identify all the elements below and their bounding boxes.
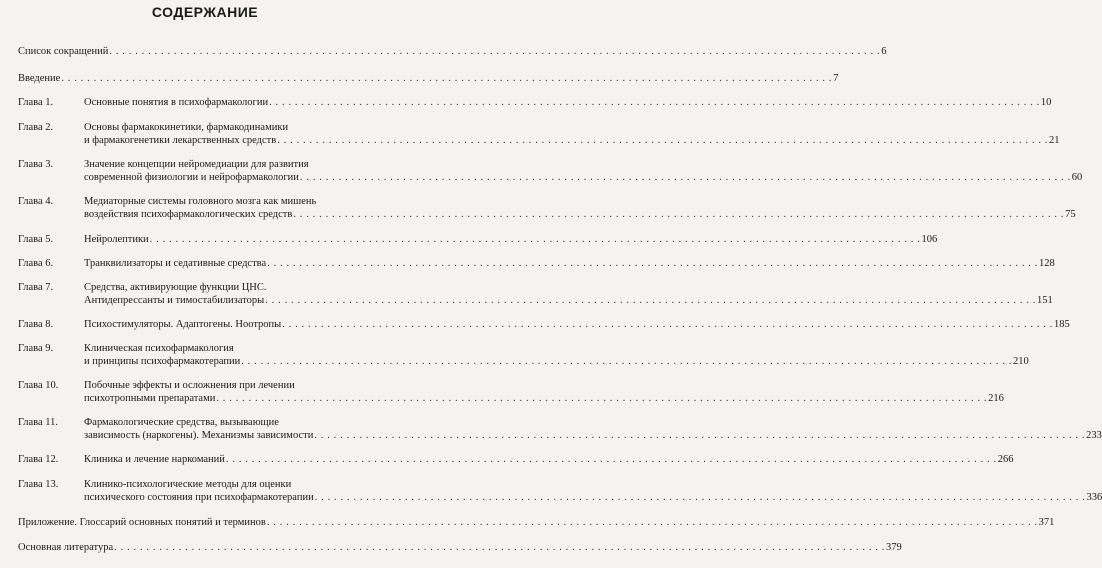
toc-chapter-number: Глава 1.: [18, 97, 54, 108]
toc-chapter-number: Глава 3.: [18, 159, 54, 170]
toc-title-line: и фармакогенетики лекарственных средств: [84, 135, 277, 146]
toc-chapter-number: Глава 11.: [18, 417, 59, 428]
toc-entry-title: [84, 318, 1070, 331]
toc-chapter-number: Глава 6.: [18, 258, 54, 269]
toc-entry-title: [84, 158, 1083, 184]
toc-page-number: 60: [1071, 172, 1083, 183]
toc-title-line: Приложение. Глоссарий основных понятий и терминов: [18, 517, 266, 528]
toc-entry-title: [18, 72, 839, 85]
toc-entry: [18, 516, 1055, 529]
toc-page-number: 10: [1040, 97, 1052, 108]
toc-entry: [18, 96, 1052, 109]
toc-entry: [18, 158, 1083, 184]
toc-title-line: Фармакологические средства, вызывающие: [84, 417, 279, 428]
toc-entry: [18, 45, 887, 58]
toc-entry-title: [84, 379, 1004, 405]
toc-page-number: 379: [885, 542, 902, 553]
toc-title-line: современной физиологии и нейрофармакологии: [84, 172, 299, 183]
toc-entry-title: [84, 195, 1076, 221]
toc-entry: [18, 416, 1102, 442]
toc-chapter-number: Глава 7.: [18, 282, 54, 293]
toc-chapter-number: Глава 10.: [18, 380, 59, 391]
toc-entry-title: [18, 45, 887, 58]
toc-entry: [18, 541, 902, 554]
toc-entry-title: [84, 121, 1060, 147]
toc-entry: [18, 195, 1076, 221]
dot-leader: . . . . . . . . . . . . . . . . . . . . . . . . . . . . . . . . . . . . . . . . . . . . . . . . . . . . . . . . . . . . . . . . . . . . . . . . . . . . . . . . . . . . . . . . . . . . . . . . . . . . . . . . . . . . . . . . . . . . . . . .: [277, 135, 1049, 146]
toc-page-number: 128: [1038, 258, 1055, 269]
toc-page-number: 210: [1013, 356, 1029, 367]
toc-title-line: Медиаторные системы головного мозга как мишень: [84, 196, 317, 207]
toc-page-number: 371: [1038, 517, 1055, 528]
toc-page-number: 233: [1086, 430, 1102, 441]
toc-title-line: Основная литература: [18, 542, 114, 553]
toc-title-line: Побочные эффекты и осложнения при лечении: [84, 380, 295, 391]
dot-leader: . . . . . . . . . . . . . . . . . . . . . . . . . . . . . . . . . . . . . . . . . . . . . . . . . . . . . . . . . . . . . . . . . . . . . . . . . . . . . . . . . . . . . . . . . . . . . . . . . . . . . . . . . . . . . . . . . . . . . . . .: [299, 172, 1071, 183]
toc-chapter-number: Глава 12.: [18, 454, 59, 465]
toc-page-number: 75: [1065, 209, 1076, 220]
toc-page-number: 266: [997, 454, 1014, 465]
toc-entry-title: [84, 96, 1052, 109]
toc-entry: [18, 379, 1004, 405]
toc-page-number: 7: [833, 73, 839, 84]
toc-title: СОДЕРЖАНИЕ: [151, 4, 259, 20]
toc-entry-title: [18, 516, 1055, 529]
toc-page-number: 185: [1053, 319, 1070, 330]
dot-leader: . . . . . . . . . . . . . . . . . . . . . . . . . . . . . . . . . . . . . . . . . . . . . . . . . . . . . . . . . . . . . . . . . . . . . . . . . . . . . . . . . . . . . . . . . . . . . . . . . . . . . . . . . . . . . . . . . . . . . . . .: [265, 295, 1036, 306]
dot-leader: . . . . . . . . . . . . . . . . . . . . . . . . . . . . . . . . . . . . . . . . . . . . . . . . . . . . . . . . . . . . . . . . . . . . . . . . . . . . . . . . . . . . . . . . . . . . . . . . . . . . . . . . . . . . . . . . . . . . . . . .: [266, 517, 1038, 528]
toc-page-number: 336: [1086, 492, 1102, 503]
dot-leader: . . . . . . . . . . . . . . . . . . . . . . . . . . . . . . . . . . . . . . . . . . . . . . . . . . . . . . . . . . . . . . . . . . . . . . . . . . . . . . . . . . . . . . . . . . . . . . . . . . . . . . . . . . . . . . . . . . . . . . . .: [149, 234, 921, 245]
dot-leader: . . . . . . . . . . . . . . . . . . . . . . . . . . . . . . . . . . . . . . . . . . . . . . . . . . . . . . . . . . . . . . . . . . . . . . . . . . . . . . . . . . . . . . . . . . . . . . . . . . . . . . . . . . . . . . . . . . . . . . . .: [216, 393, 988, 404]
dot-leader: . . . . . . . . . . . . . . . . . . . . . . . . . . . . . . . . . . . . . . . . . . . . . . . . . . . . . . . . . . . . . . . . . . . . . . . . . . . . . . . . . . . . . . . . . . . . . . . . . . . . . . . . . . . . . . . . . . . . . . . .: [225, 454, 997, 465]
toc-entry: [18, 121, 1060, 147]
toc-page-number: 106: [921, 234, 938, 245]
toc-entry-title: [84, 478, 1102, 504]
toc-chapter-number: Глава 8.: [18, 319, 54, 330]
dot-leader: . . . . . . . . . . . . . . . . . . . . . . . . . . . . . . . . . . . . . . . . . . . . . . . . . . . . . . . . . . . . . . . . . . . . . . . . . . . . . . . . . . . . . . . . . . . . . . . . . . . . . . . . . . . . . . . . . . . . . . . .: [293, 209, 1065, 220]
toc-chapter-number: Глава 9.: [18, 343, 54, 354]
toc-title-line: психического состояния при психофармакотерапии: [84, 492, 314, 503]
toc-title-line: психотропными препаратами: [84, 393, 216, 404]
toc-title-line: Клиника и лечение наркоманий: [84, 454, 225, 465]
toc-page-number: 216: [988, 393, 1004, 404]
toc-page-number: 6: [881, 46, 887, 57]
toc-chapter-number: Глава 2.: [18, 122, 54, 133]
dot-leader: . . . . . . . . . . . . . . . . . . . . . . . . . . . . . . . . . . . . . . . . . . . . . . . . . . . . . . . . . . . . . . . . . . . . . . . . . . . . . . . . . . . . . . . . . . . . . . . . . . . . . . . . . . . . . . . . . . . . . . . .: [109, 46, 881, 57]
dot-leader: . . . . . . . . . . . . . . . . . . . . . . . . . . . . . . . . . . . . . . . . . . . . . . . . . . . . . . . . . . . . . . . . . . . . . . . . . . . . . . . . . . . . . . . . . . . . . . . . . . . . . . . . . . . . . . . . . . . . . . . .: [314, 492, 1086, 503]
toc-entry: [18, 453, 1014, 466]
toc-entry-title: [84, 416, 1102, 442]
toc-entry-title: [84, 342, 1029, 368]
toc-title-line: Основные понятия в психофармакологии: [84, 97, 269, 108]
toc-entry: [18, 318, 1070, 331]
toc-title-line: Список сокращений: [18, 46, 109, 57]
toc-title-line: Психостимуляторы. Адаптогены. Ноотропы: [84, 319, 282, 330]
toc-page-number: 151: [1037, 295, 1053, 306]
toc-entry-title: [84, 281, 1053, 307]
toc-title-line: Нейролептики: [84, 234, 149, 245]
toc-title-line: Антидепрессанты и тимостабилизаторы: [84, 295, 265, 306]
toc-entry: [18, 257, 1055, 270]
toc-chapter-number: Глава 5.: [18, 234, 54, 245]
toc-entry: [18, 281, 1053, 307]
dot-leader: . . . . . . . . . . . . . . . . . . . . . . . . . . . . . . . . . . . . . . . . . . . . . . . . . . . . . . . . . . . . . . . . . . . . . . . . . . . . . . . . . . . . . . . . . . . . . . . . . . . . . . . . . . . . . . . . . . . . . . . .: [114, 542, 885, 553]
toc-entry: [18, 72, 839, 85]
dot-leader: . . . . . . . . . . . . . . . . . . . . . . . . . . . . . . . . . . . . . . . . . . . . . . . . . . . . . . . . . . . . . . . . . . . . . . . . . . . . . . . . . . . . . . . . . . . . . . . . . . . . . . . . . . . . . . . . . . . . . . . .: [267, 258, 1038, 269]
toc-entry: [18, 478, 1102, 504]
toc-title-line: Клиническая психофармакология: [84, 343, 234, 354]
dot-leader: . . . . . . . . . . . . . . . . . . . . . . . . . . . . . . . . . . . . . . . . . . . . . . . . . . . . . . . . . . . . . . . . . . . . . . . . . . . . . . . . . . . . . . . . . . . . . . . . . . . . . . . . . . . . . . . . . . . . . . . .: [241, 356, 1013, 367]
toc-chapter-number: Глава 4.: [18, 196, 54, 207]
toc-entry: [18, 233, 938, 246]
toc-entry-title: [84, 257, 1055, 270]
toc-entry: [18, 342, 1029, 368]
toc-entry-title: [84, 453, 1014, 466]
toc-title-line: воздействия психофармакологических средств: [84, 209, 293, 220]
toc-entry-title: [84, 233, 938, 246]
toc-title-line: Основы фармакокинетики, фармакодинамики: [84, 122, 289, 133]
dot-leader: . . . . . . . . . . . . . . . . . . . . . . . . . . . . . . . . . . . . . . . . . . . . . . . . . . . . . . . . . . . . . . . . . . . . . . . . . . . . . . . . . . . . . . . . . . . . . . . . . . . . . . . . . . . . . . . . . . . . . . . .: [269, 97, 1040, 108]
toc-title-line: Значение концепции нейромедиации для развития: [84, 159, 309, 170]
toc-chapter-number: Глава 13.: [18, 479, 59, 490]
dot-leader: . . . . . . . . . . . . . . . . . . . . . . . . . . . . . . . . . . . . . . . . . . . . . . . . . . . . . . . . . . . . . . . . . . . . . . . . . . . . . . . . . . . . . . . . . . . . . . . . . . . . . . . . . . . . . . . . . . . . . . . .: [282, 319, 1053, 330]
dot-leader: . . . . . . . . . . . . . . . . . . . . . . . . . . . . . . . . . . . . . . . . . . . . . . . . . . . . . . . . . . . . . . . . . . . . . . . . . . . . . . . . . . . . . . . . . . . . . . . . . . . . . . . . . . . . . . . . . . . . . . . .: [61, 73, 833, 84]
dot-leader: . . . . . . . . . . . . . . . . . . . . . . . . . . . . . . . . . . . . . . . . . . . . . . . . . . . . . . . . . . . . . . . . . . . . . . . . . . . . . . . . . . . . . . . . . . . . . . . . . . . . . . . . . . . . . . . . . . . . . . . .: [314, 430, 1086, 441]
toc-title-line: Транквилизаторы и седативные средства: [84, 258, 267, 269]
toc-title-line: и принципы психофармакотерапии: [84, 356, 241, 367]
toc-entry-title: [18, 541, 902, 554]
toc-title-line: зависимость (наркогены). Механизмы зависимости: [84, 430, 314, 441]
toc-title-line: Клинико-психологические методы для оценки: [84, 479, 292, 490]
toc-title-line: Средства, активирующие функции ЦНС.: [84, 282, 267, 293]
toc-page-number: 21: [1049, 135, 1060, 146]
toc-title-line: Введение: [18, 73, 61, 84]
